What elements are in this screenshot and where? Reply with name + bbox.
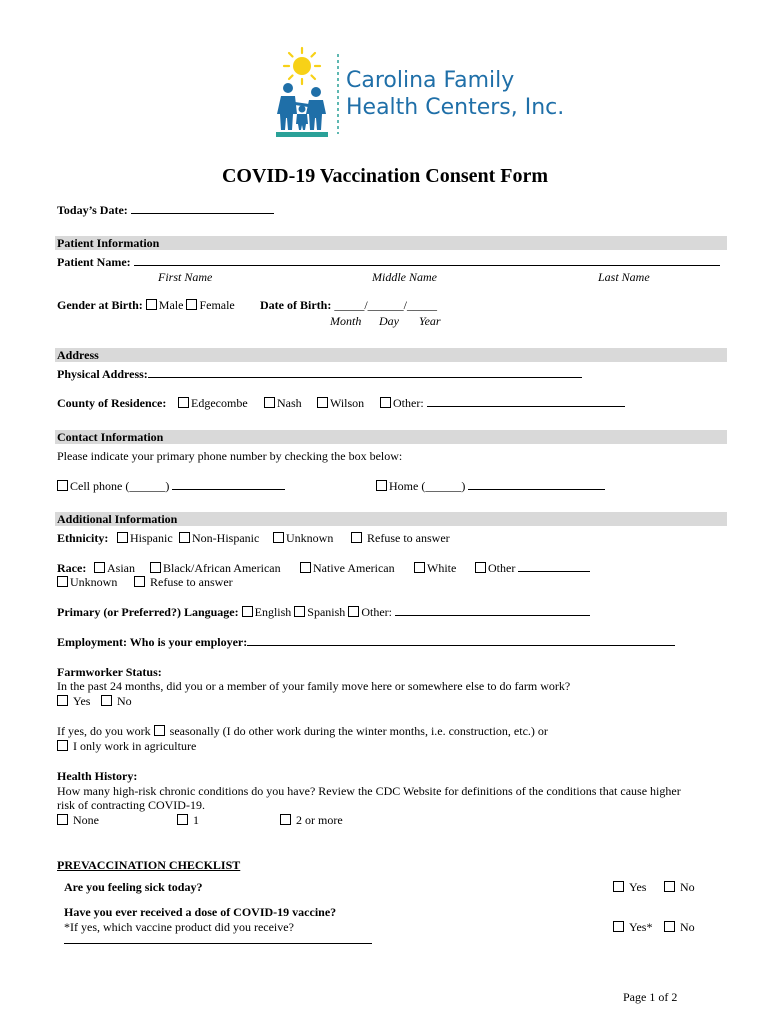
checklist-header: PREVACCINATION CHECKLIST	[57, 858, 241, 872]
county-label: County of Residence:	[57, 396, 167, 410]
cell-phone-checkbox[interactable]	[57, 480, 68, 491]
q1-no-label: No	[680, 880, 695, 894]
male-label: Male	[158, 298, 184, 312]
non-hispanic-checkbox[interactable]	[179, 532, 190, 543]
vaccine-product-field[interactable]	[64, 933, 372, 944]
farmworker-yes-option[interactable]	[57, 694, 90, 709]
employment-row	[57, 635, 675, 650]
contact-header	[55, 430, 727, 444]
race-other-label: Other	[488, 561, 516, 575]
race-refuse[interactable]	[134, 575, 233, 590]
county-option-wilson[interactable]	[317, 396, 364, 411]
patient-info-header-label: Patient Information	[57, 236, 160, 250]
ethnicity-hispanic[interactable]	[117, 531, 173, 546]
home-phone-field[interactable]	[468, 479, 605, 490]
health-none-option[interactable]	[57, 813, 99, 828]
cell-phone-field[interactable]	[172, 479, 285, 490]
checklist-q1: Are you feeling sick today?	[64, 880, 203, 894]
race-refuse-label: Refuse to answer	[150, 575, 233, 589]
agriculture-checkbox[interactable]	[57, 740, 68, 751]
q2-yes-label: Yes*	[629, 920, 653, 934]
race-native-american[interactable]	[300, 561, 395, 576]
gender-label: Gender at Birth:	[57, 298, 143, 312]
logo-base	[276, 132, 328, 137]
farmworker-no-option[interactable]	[101, 694, 132, 709]
seasonal-checkbox[interactable]	[154, 725, 165, 736]
patient-info-header	[55, 236, 727, 250]
other-county-field[interactable]	[427, 396, 625, 407]
family-icon	[277, 83, 326, 130]
farmworker-yes-checkbox[interactable]	[57, 695, 68, 706]
female-checkbox[interactable]	[186, 299, 197, 310]
health-one-label: 1	[193, 813, 199, 827]
logo	[272, 44, 565, 144]
farmworker-no-checkbox[interactable]	[101, 695, 112, 706]
health-none-label: None	[73, 813, 99, 827]
q1-no-checkbox[interactable]	[664, 881, 675, 892]
gender-row	[57, 298, 235, 313]
additional-info-header	[55, 512, 727, 526]
language-other-checkbox[interactable]	[348, 606, 359, 617]
dob-day-caption: Day	[379, 314, 399, 328]
middle-name-caption: Middle Name	[372, 270, 437, 284]
ethnicity-label: Ethnicity:	[57, 531, 109, 545]
ethnicity-unknown-checkbox[interactable]	[273, 532, 284, 543]
race-black[interactable]	[150, 561, 281, 576]
race-white[interactable]	[414, 561, 456, 576]
male-checkbox[interactable]	[146, 299, 157, 310]
health-two-plus-checkbox[interactable]	[280, 814, 291, 825]
other-county-checkbox[interactable]	[380, 397, 391, 408]
farmworker-yes-label: Yes	[73, 694, 91, 708]
health-one-option[interactable]	[177, 813, 199, 828]
patient-name-field[interactable]	[134, 255, 720, 266]
physical-address-row	[57, 367, 582, 382]
checklist-q2-sub: *If yes, which vaccine product did you receive?	[64, 920, 294, 934]
employment-label: Employment: Who is your employer:	[57, 635, 248, 649]
first-name-caption: First Name	[158, 270, 213, 284]
english-checkbox[interactable]	[242, 606, 253, 617]
todays-date-field[interactable]	[131, 203, 274, 214]
county-option-other[interactable]	[380, 396, 625, 411]
additional-info-header-label: Additional Information	[57, 512, 178, 526]
health-question-line-2: risk of contracting COVID-19.	[57, 798, 205, 812]
health-one-checkbox[interactable]	[177, 814, 188, 825]
asian-label: Asian	[107, 561, 135, 575]
home-phone-label: Home (______)	[389, 479, 466, 493]
logo-divider	[334, 54, 342, 134]
health-two-plus-label: 2 or more	[296, 813, 343, 827]
cell-phone-option[interactable]	[57, 479, 285, 494]
page-title: COVID-19 Vaccination Consent Form	[221, 165, 549, 187]
q1-no-option[interactable]	[664, 880, 695, 895]
ethnicity-unknown-label: Unknown	[286, 531, 334, 545]
native-american-label: Native American	[313, 561, 395, 575]
race-other-field[interactable]	[518, 561, 590, 572]
ethnicity-unknown[interactable]	[273, 531, 333, 546]
spanish-label: Spanish	[307, 605, 346, 619]
health-history-label: Health History:	[57, 769, 138, 783]
checklist-q2: Have you ever received a dose of COVID-19 vaccine?	[64, 905, 337, 919]
black-checkbox[interactable]	[150, 562, 161, 573]
race-asian[interactable]	[94, 561, 135, 576]
q1-yes-option[interactable]	[613, 880, 646, 895]
county-row	[57, 396, 166, 411]
nash-label: Nash	[277, 396, 302, 410]
language-label: Primary (or Preferred?) Language:	[57, 605, 239, 619]
dob-row	[260, 298, 437, 313]
seasonal-label: seasonally (I do other work during the winter months, i.e. construction, etc.) or	[169, 724, 548, 738]
dob-year-caption: Year	[419, 314, 441, 328]
wilson-checkbox[interactable]	[317, 397, 328, 408]
patient-name-row	[57, 255, 720, 270]
ethnicity-refuse-checkbox[interactable]	[351, 532, 362, 543]
health-question-line-1: How many high-risk chronic conditions do you have? Review the CDC Website for definitions of the conditions that cause higher	[57, 784, 681, 798]
logo-line-2: Health Centers, Inc.	[346, 95, 565, 120]
language-row	[57, 605, 590, 620]
q2-no-label: No	[680, 920, 695, 934]
edgecombe-checkbox[interactable]	[178, 397, 189, 408]
dob-month-caption: Month	[330, 314, 362, 328]
wilson-label: Wilson	[330, 396, 365, 410]
q1-yes-label: Yes	[629, 880, 647, 894]
white-checkbox[interactable]	[414, 562, 425, 573]
ethnicity-refuse-label: Refuse to answer	[367, 531, 450, 545]
last-name-caption: Last Name	[598, 270, 650, 284]
farmworker-question: In the past 24 months, did you or a member of your family move here or somewhere else to do farm work?	[57, 679, 571, 693]
sun-icon	[284, 48, 320, 84]
county-option-edgecombe[interactable]	[178, 396, 248, 411]
race-unknown-checkbox[interactable]	[57, 576, 68, 587]
work-type-row	[57, 724, 548, 739]
todays-date-row	[57, 203, 274, 218]
health-none-checkbox[interactable]	[57, 814, 68, 825]
q2-yes-option[interactable]	[613, 920, 652, 935]
asian-checkbox[interactable]	[94, 562, 105, 573]
health-two-plus-option[interactable]	[280, 813, 343, 828]
q2-no-option[interactable]	[664, 920, 695, 935]
language-other-field[interactable]	[395, 605, 590, 616]
contact-instruction: Please indicate your primary phone number by checking the box below:	[57, 449, 403, 463]
page-number: Page 1 of 2	[623, 990, 678, 1004]
edgecombe-label: Edgecombe	[191, 396, 248, 410]
race-other[interactable]	[475, 561, 590, 576]
vaccine-product-field-row	[64, 933, 372, 948]
native-american-checkbox[interactable]	[300, 562, 311, 573]
county-option-nash[interactable]	[264, 396, 302, 411]
english-label: English	[254, 605, 292, 619]
address-header	[55, 348, 727, 362]
hispanic-label: Hispanic	[130, 531, 173, 545]
logo-line-1: Carolina Family	[346, 68, 515, 93]
home-phone-checkbox[interactable]	[376, 480, 387, 491]
other-county-label: Other:	[393, 396, 424, 410]
race-label: Race:	[57, 561, 87, 575]
nash-checkbox[interactable]	[264, 397, 275, 408]
physical-address-field[interactable]	[148, 367, 582, 378]
work-type-question: If yes, do you work	[57, 724, 151, 738]
spanish-checkbox[interactable]	[294, 606, 305, 617]
dob-field[interactable]: _____/______/_____	[334, 298, 437, 312]
todays-date-label: Today’s Date:	[57, 203, 128, 217]
farmworker-label: Farmworker Status:	[57, 665, 162, 679]
white-label: White	[427, 561, 457, 575]
black-label: Black/African American	[163, 561, 281, 575]
language-other-label: Other:	[361, 605, 392, 619]
agriculture-label: I only work in agriculture	[73, 739, 197, 753]
ethnicity-non-hispanic[interactable]	[179, 531, 259, 546]
q1-yes-checkbox[interactable]	[613, 881, 624, 892]
employment-field[interactable]	[247, 635, 675, 646]
address-header-label: Address	[57, 348, 99, 362]
race-other-checkbox[interactable]	[475, 562, 486, 573]
race-unknown[interactable]	[57, 575, 117, 590]
hispanic-checkbox[interactable]	[117, 532, 128, 543]
dob-label: Date of Birth:	[260, 298, 332, 312]
contact-header-label: Contact Information	[57, 430, 164, 444]
ethnicity-refuse[interactable]	[351, 531, 450, 546]
agriculture-option[interactable]	[57, 739, 196, 754]
farmworker-no-label: No	[117, 694, 132, 708]
q2-yes-checkbox[interactable]	[613, 921, 624, 932]
non-hispanic-label: Non-Hispanic	[192, 531, 260, 545]
physical-address-label: Physical Address:	[57, 367, 148, 381]
q2-no-checkbox[interactable]	[664, 921, 675, 932]
race-unknown-label: Unknown	[70, 575, 118, 589]
race-refuse-checkbox[interactable]	[134, 576, 145, 587]
patient-name-label: Patient Name:	[57, 255, 131, 269]
home-phone-option[interactable]	[376, 479, 605, 494]
female-label: Female	[199, 298, 235, 312]
cell-phone-label: Cell phone (______)	[70, 479, 170, 493]
